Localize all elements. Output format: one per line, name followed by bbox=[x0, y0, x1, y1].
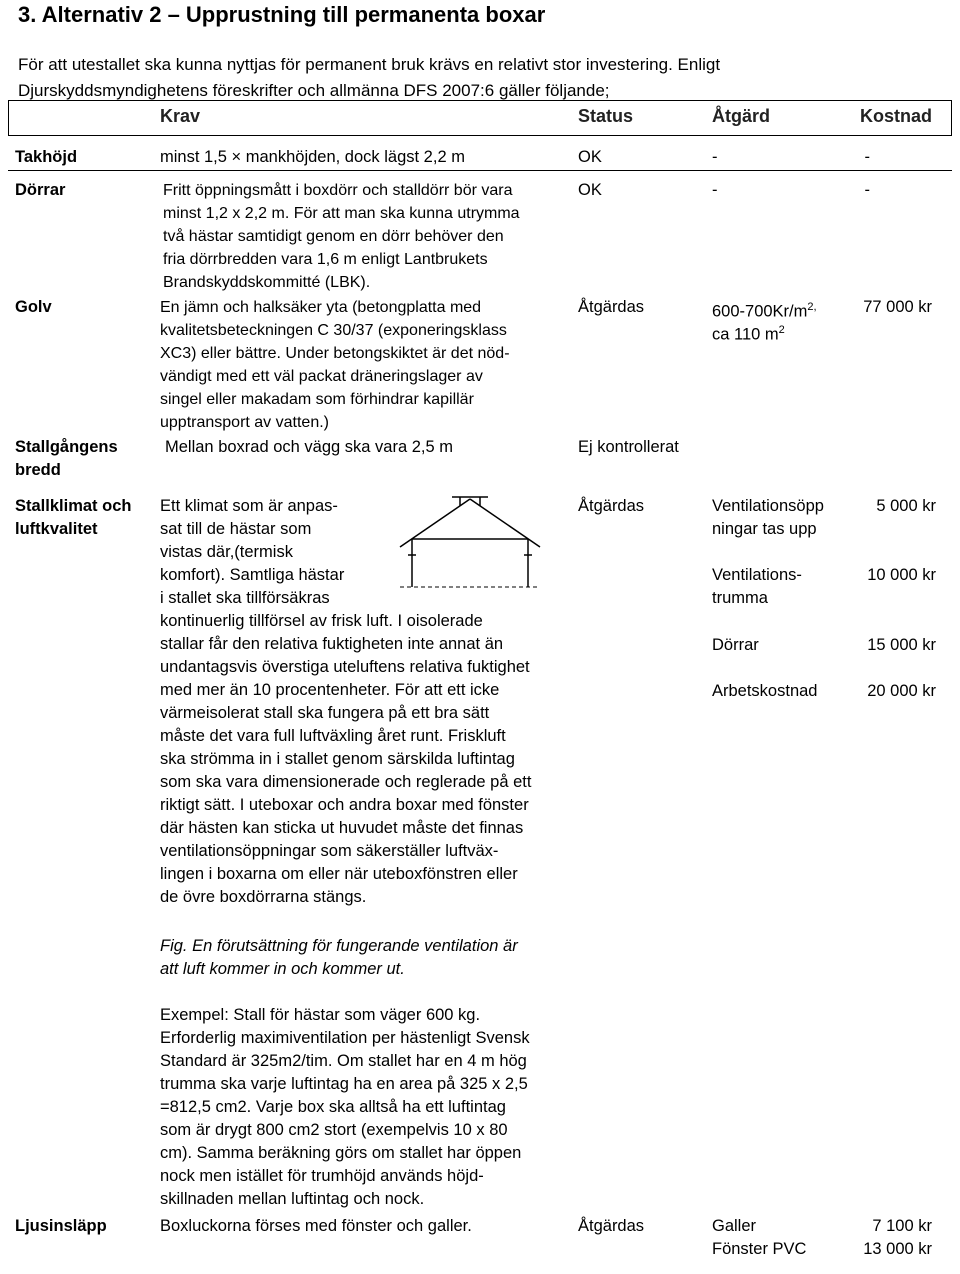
dorrar-krav-line: två hästar samtidigt genom en dörr behöver den bbox=[163, 228, 504, 245]
row-label-dorrar: Dörrar bbox=[15, 181, 66, 199]
row-label-stallklimat: luftkvalitet bbox=[15, 520, 98, 538]
row-label-stallklimat: Stallklimat och bbox=[15, 497, 132, 515]
col-header-krav: Krav bbox=[160, 106, 201, 126]
dorrar-krav-line: Brandskyddskommitté (LBK). bbox=[163, 274, 371, 291]
takhojd-krav: minst 1,5 × mankhöjden, dock lägst 2,2 m bbox=[160, 148, 465, 166]
stallklimat-krav-line: riktigt sätt. I uteboxar och andra boxar med fönster bbox=[160, 796, 529, 814]
example-line: Erforderlig maximiventilation per hästenligt Svensk bbox=[160, 1029, 530, 1047]
stallklimat-krav-line: måste det vara full luftväxling året runt. Friskluft bbox=[160, 727, 506, 745]
row-divider bbox=[8, 170, 952, 171]
golv-krav-line: XC3) eller bättre. Under betongskiktet är det nöd- bbox=[160, 345, 510, 362]
stallklimat-krav-line: stallar får den relativa fuktigheten inte annat än bbox=[160, 635, 504, 653]
stallklimat-krav-line: i stallet ska tillförsäkras bbox=[160, 589, 330, 607]
stallgang-krav: Mellan boxrad och vägg ska vara 2,5 m bbox=[165, 438, 453, 456]
stallgang-status: Ej kontrollerat bbox=[578, 438, 679, 456]
row-label-golv: Golv bbox=[15, 298, 52, 316]
takhojd-kostnad: - bbox=[864, 148, 870, 166]
example-line: skillnaden mellan luftintag och nock. bbox=[160, 1190, 425, 1208]
example-line: =812,5 cm2. Varje box ska alltså ha ett luftintag bbox=[160, 1098, 506, 1116]
page-heading: 3. Alternativ 2 – Upprustning till permanenta boxar bbox=[18, 2, 546, 27]
intro-line-2: Djurskyddsmyndighetens föreskrifter och allmänna DFS 2007:6 gäller följande; bbox=[18, 81, 610, 100]
ljusinslapp-atgard: Fönster PVC bbox=[712, 1240, 807, 1258]
intro-line-1: För att utestallet ska kunna nyttjas för permanent bruk krävs en relativt stor investering. Enligt bbox=[18, 55, 721, 74]
col-header-status: Status bbox=[578, 106, 634, 126]
stallklimat-atgard: Ventilationsöpp bbox=[712, 497, 824, 515]
row-label-takhojd: Takhöjd bbox=[15, 148, 78, 166]
golv-atgard-price: $600-700Kr/m^{2,}$ bbox=[712, 301, 817, 321]
stallklimat-krav-line: där hästen kan sticka ut huvudet måste det finnas bbox=[160, 819, 524, 837]
stallklimat-krav-line: värmeisolerat stall ska fungera på ett bra sätt bbox=[160, 704, 490, 722]
stallklimat-atgard: Ventilations- bbox=[712, 566, 802, 584]
stallklimat-krav-line: komfort). Samtliga hästar bbox=[160, 566, 345, 584]
dorrar-kostnad: - bbox=[864, 181, 870, 199]
stallklimat-kostnad: 5 000 kr bbox=[876, 497, 936, 515]
takhojd-atgard: - bbox=[712, 148, 718, 166]
stallklimat-krav-line: lingen i boxarna om eller när uteboxfönstren eller bbox=[160, 865, 518, 883]
row-label-stallgang: Stallgångens bbox=[15, 438, 118, 456]
golv-krav-line: vändigt med ett väl packat dräneringslager av bbox=[160, 368, 483, 385]
example-line: som är drygt 800 cm2 stort (exempelvis 10 x 80 bbox=[160, 1121, 508, 1139]
col-header-atgard: Åtgärd bbox=[712, 106, 770, 126]
stallklimat-krav-line: de övre boxdörrarna stängs. bbox=[160, 888, 367, 906]
dorrar-krav-line: Fritt öppningsmått i boxdörr och stalldörr bör vara bbox=[163, 182, 513, 199]
stallklimat-atgard: Arbetskostnad bbox=[712, 682, 818, 700]
dorrar-krav-line: minst 1,2 x 2,2 m. För att man ska kunna utrymma bbox=[163, 205, 520, 222]
golv-krav-line: upptransport av vatten.) bbox=[160, 414, 329, 431]
golv-krav-line: En jämn och halksäker yta (betongplatta med bbox=[160, 299, 482, 316]
header-left-rule bbox=[8, 100, 9, 135]
takhojd-status: OK bbox=[578, 148, 602, 166]
stallklimat-status: Åtgärdas bbox=[578, 497, 645, 515]
dorrar-krav-line: fria dörrbredden vara 1,6 m enligt Lantbrukets bbox=[163, 251, 488, 268]
stallklimat-krav-line: som ska vara dimensionerade och reglerade på ett bbox=[160, 773, 532, 791]
stallklimat-atgard: trumma bbox=[712, 589, 768, 607]
stallklimat-krav-line: undantagsvis överstiga uteluftens relativa fuktighet bbox=[160, 658, 530, 676]
stallklimat-krav-line: ska strömma in i stallet genom särskilda luftintag bbox=[160, 750, 515, 768]
example-line: cm). Samma beräkning görs om stallet har öppen bbox=[160, 1144, 522, 1162]
row-label-ljusinslapp: Ljusinsläpp bbox=[15, 1217, 107, 1235]
example-line: trumma ska varje luftintag ha en area på 325 x 2,5 bbox=[160, 1075, 528, 1093]
dorrar-atgard: - bbox=[712, 181, 718, 199]
golv-kostnad: 77 000 kr bbox=[863, 298, 932, 316]
stallklimat-krav-line: Ett klimat som är anpas- bbox=[160, 497, 338, 515]
header-top-rule bbox=[8, 100, 952, 101]
stallklimat-kostnad: 15 000 kr bbox=[867, 636, 936, 654]
stallklimat-krav-line: ventilationsöppningar som säkerställer luftväx- bbox=[160, 842, 499, 860]
stallklimat-kostnad: 20 000 kr bbox=[867, 682, 936, 700]
col-header-kostnad: Kostnad bbox=[860, 106, 932, 126]
header-right-rule bbox=[951, 100, 952, 135]
figure-caption: att luft kommer in och kommer ut. bbox=[160, 960, 405, 978]
golv-status: Åtgärdas bbox=[578, 298, 645, 316]
golv-krav-line: singel eller makadam som förhindrar kapillär bbox=[160, 391, 474, 408]
example-line: nock men istället för trumhöjd används höjd- bbox=[160, 1167, 484, 1185]
stallklimat-atgard: Dörrar bbox=[712, 636, 759, 654]
dorrar-status: OK bbox=[578, 181, 602, 199]
golv-atgard-area: ca 110 $m^2$ bbox=[712, 324, 785, 344]
ljusinslapp-status: Åtgärdas bbox=[578, 1217, 645, 1235]
ljusinslapp-krav: Boxluckorna förses med fönster och galler. bbox=[160, 1217, 472, 1235]
row-label-stallgang: bredd bbox=[15, 461, 61, 479]
header-bottom-rule bbox=[8, 135, 952, 136]
ljusinslapp-atgard: Galler bbox=[712, 1217, 757, 1235]
stallklimat-krav-line: sat till de hästar som bbox=[160, 520, 312, 538]
figure-caption: Fig. En förutsättning för fungerande ventilation är bbox=[160, 937, 518, 955]
stallklimat-kostnad: 10 000 kr bbox=[867, 566, 936, 584]
ljusinslapp-kostnad: 13 000 kr bbox=[863, 1240, 932, 1258]
ljusinslapp-kostnad: 7 100 kr bbox=[872, 1217, 932, 1235]
stallklimat-krav-line: med mer än 10 procentenheter. För att ett icke bbox=[160, 681, 500, 699]
stallklimat-krav-line: kontinuerlig tillförsel av frisk luft. I oisolerade bbox=[160, 612, 483, 630]
stallklimat-atgard: ningar tas upp bbox=[712, 520, 817, 538]
ventilation-diagram bbox=[380, 485, 560, 595]
golv-krav-line: kvalitetsbeteckningen C 30/37 (exponeringsklass bbox=[160, 322, 507, 339]
example-line: Standard är 325m2/tim. Om stallet har en 4 m hög bbox=[160, 1052, 527, 1070]
stallklimat-krav-line: vistas där,(termisk bbox=[160, 543, 293, 561]
example-line: Exempel: Stall för hästar som väger 600 kg. bbox=[160, 1006, 481, 1024]
